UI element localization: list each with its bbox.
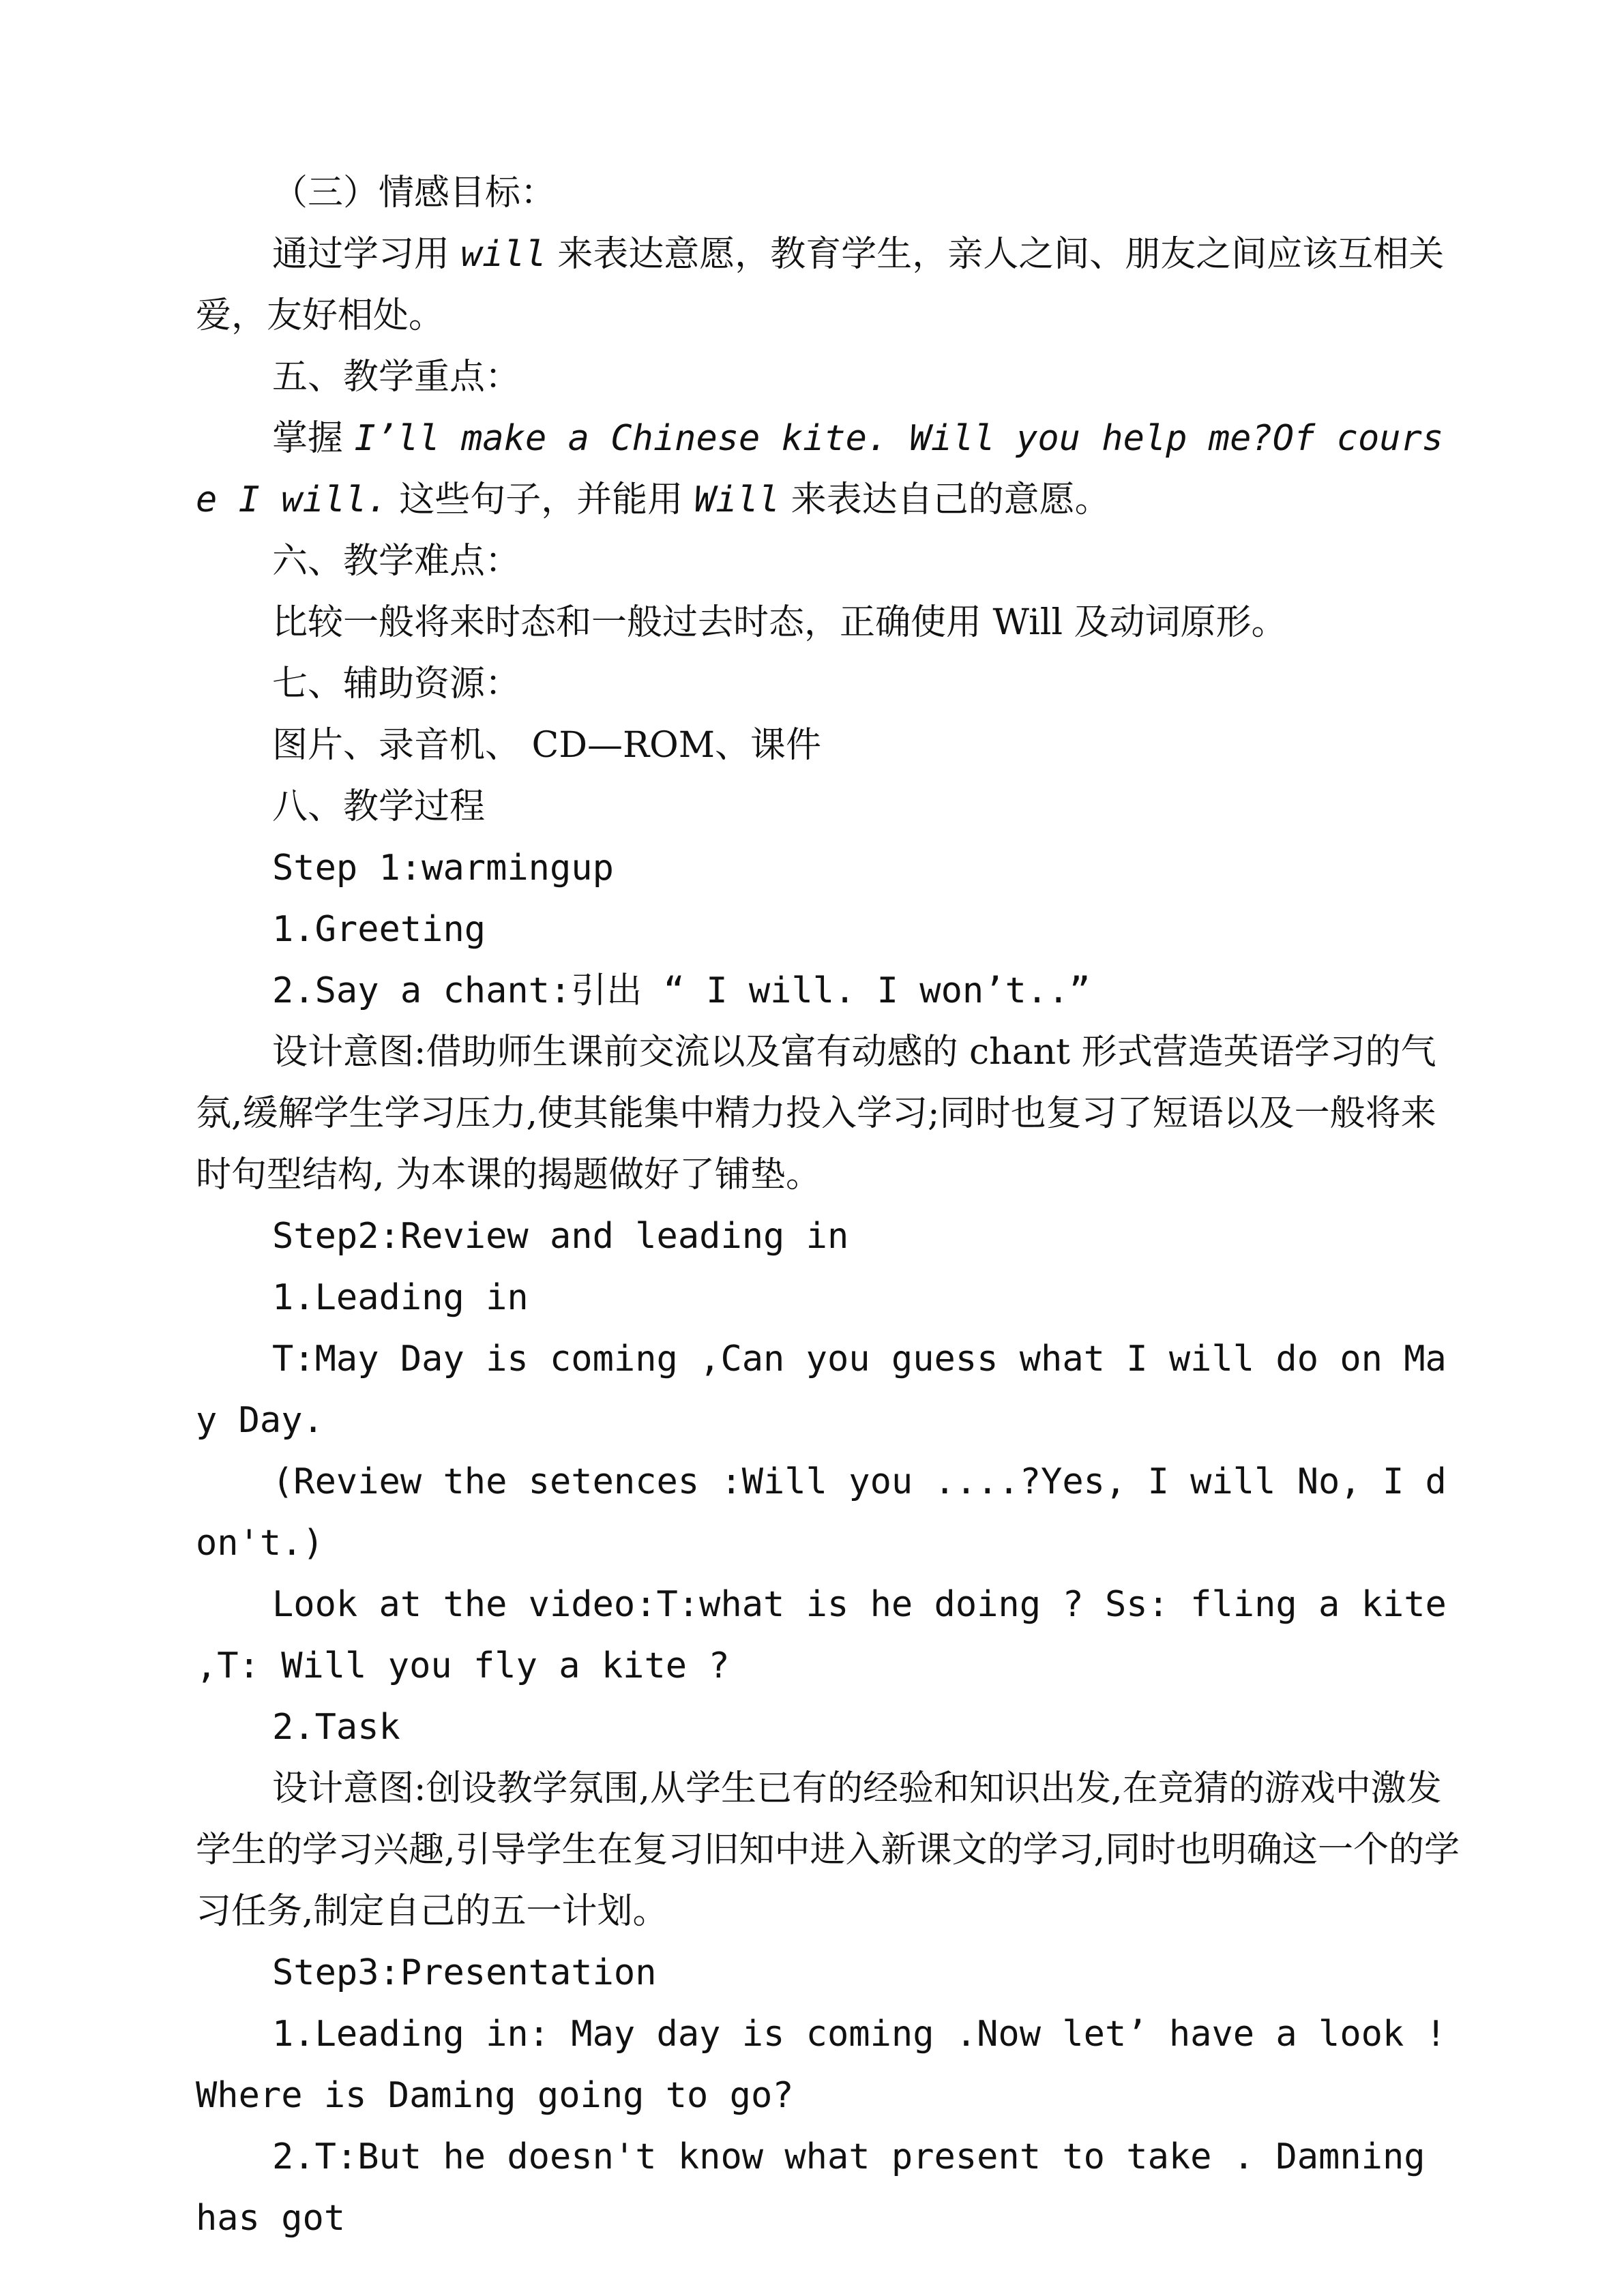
text-line: 2.Say a chant:引出 “ I will. I won’t..”: [272, 970, 1091, 1011]
text-line: 1.Leading in: May day is coming .Now let’ have a look ! Where is Daming going to go?: [196, 2014, 1447, 2116]
step-3-title: [196, 1942, 1464, 2003]
text-line: Step 1:warmingup: [272, 848, 614, 889]
step-1-title: [196, 837, 1464, 899]
step-1-item-2: [196, 960, 1464, 1022]
step-2-item-2: [196, 1697, 1464, 1758]
paragraph-key-points: [196, 408, 1464, 531]
text-line: 比较一般将来时态和一般过去时态，正确使用 Will 及动词原形。: [272, 602, 1287, 643]
text-line: T:May Day is coming ,Can you guess what I will do on May Day.: [196, 1339, 1447, 1441]
text-line: 八、教学过程: [272, 786, 486, 827]
step-2-item-1: [196, 1267, 1464, 1328]
text-line: 图片、录音机、 CD—ROM、课件: [272, 725, 822, 766]
paragraph-difficulties: [196, 592, 1464, 653]
text-line: 设计意图:借助师生课前交流以及富有动感的 chant 形式营造英语学习的气氛,缓解学生学习压力,使其能集中精力投入学习;同时也复习了短语以及一般将来时句型结构, 为本课的揭题做好了铺垫。: [196, 1032, 1436, 1195]
design-intent-2: [196, 1758, 1464, 1942]
text-line: 1.Greeting: [272, 909, 486, 950]
step-2-video-dialogue: [196, 1574, 1464, 1697]
text-run: 来表达自己的意愿。: [780, 479, 1110, 520]
paragraph-resources: [196, 715, 1464, 776]
heading-resources: [196, 653, 1464, 715]
document-body: [196, 162, 1464, 2249]
text-run-italic: I’ll make a Chinese kite. Will you help me?Of course I will.: [196, 418, 1444, 520]
step-1-item-1: [196, 899, 1464, 960]
text-line: Step2:Review and leading in: [272, 1216, 849, 1257]
text-line: （三）情感目标：: [272, 173, 557, 213]
text-line: Step3:Presentation: [272, 1952, 657, 1993]
text-run: 通过学习用: [272, 234, 461, 275]
text-line: 五、教学重点：: [272, 357, 521, 398]
text-line: 1.Leading in: [272, 1277, 529, 1318]
heading-teaching-process: [196, 776, 1464, 837]
text-run-italic: will: [460, 234, 546, 275]
text-line: 2.T:But he doesn't know what present to take . Damning has got: [196, 2136, 1426, 2239]
text-run: 这些句子，并能用: [387, 479, 694, 520]
step-2-title: [196, 1206, 1464, 1267]
text-run: 来表达意愿，教育学生，亲人之间、朋友之间应该互相关爱，友好相处。: [196, 234, 1445, 336]
heading-affective-goals: [196, 162, 1464, 224]
text-run: 掌握: [272, 418, 355, 459]
heading-difficulties: [196, 531, 1464, 592]
text-line: Look at the video:T:what is he doing ? Ss: fling a kite ,T: Will you fly a kite ?: [196, 1584, 1447, 1686]
text-line: 六、教学难点：: [272, 541, 521, 582]
text-line: 2.Task: [272, 1707, 400, 1748]
step-2-review-note: [196, 1451, 1464, 1574]
step-3-item-1: [196, 2003, 1464, 2126]
text-line: 设计意图:创设教学氛围,从学生已有的经验和知识出发,在竞猜的游戏中激发学生的学习兴趣,引导学生在复习旧知中进入新课文的学习,同时也明确这一个的学习任务,制定自己的五一计划。: [196, 1768, 1460, 1932]
paragraph-affective-goals: [196, 224, 1464, 346]
design-intent-1: [196, 1022, 1464, 1206]
step-2-dialogue-1: [196, 1328, 1464, 1451]
heading-key-points: [196, 346, 1464, 408]
text-line: (Review the setences :Will you ....?Yes, I will No, I don't.): [196, 1461, 1447, 1564]
step-3-item-2: [196, 2126, 1464, 2249]
text-line: 七、辅助资源：: [272, 664, 521, 704]
text-run-italic: Will: [694, 479, 780, 520]
